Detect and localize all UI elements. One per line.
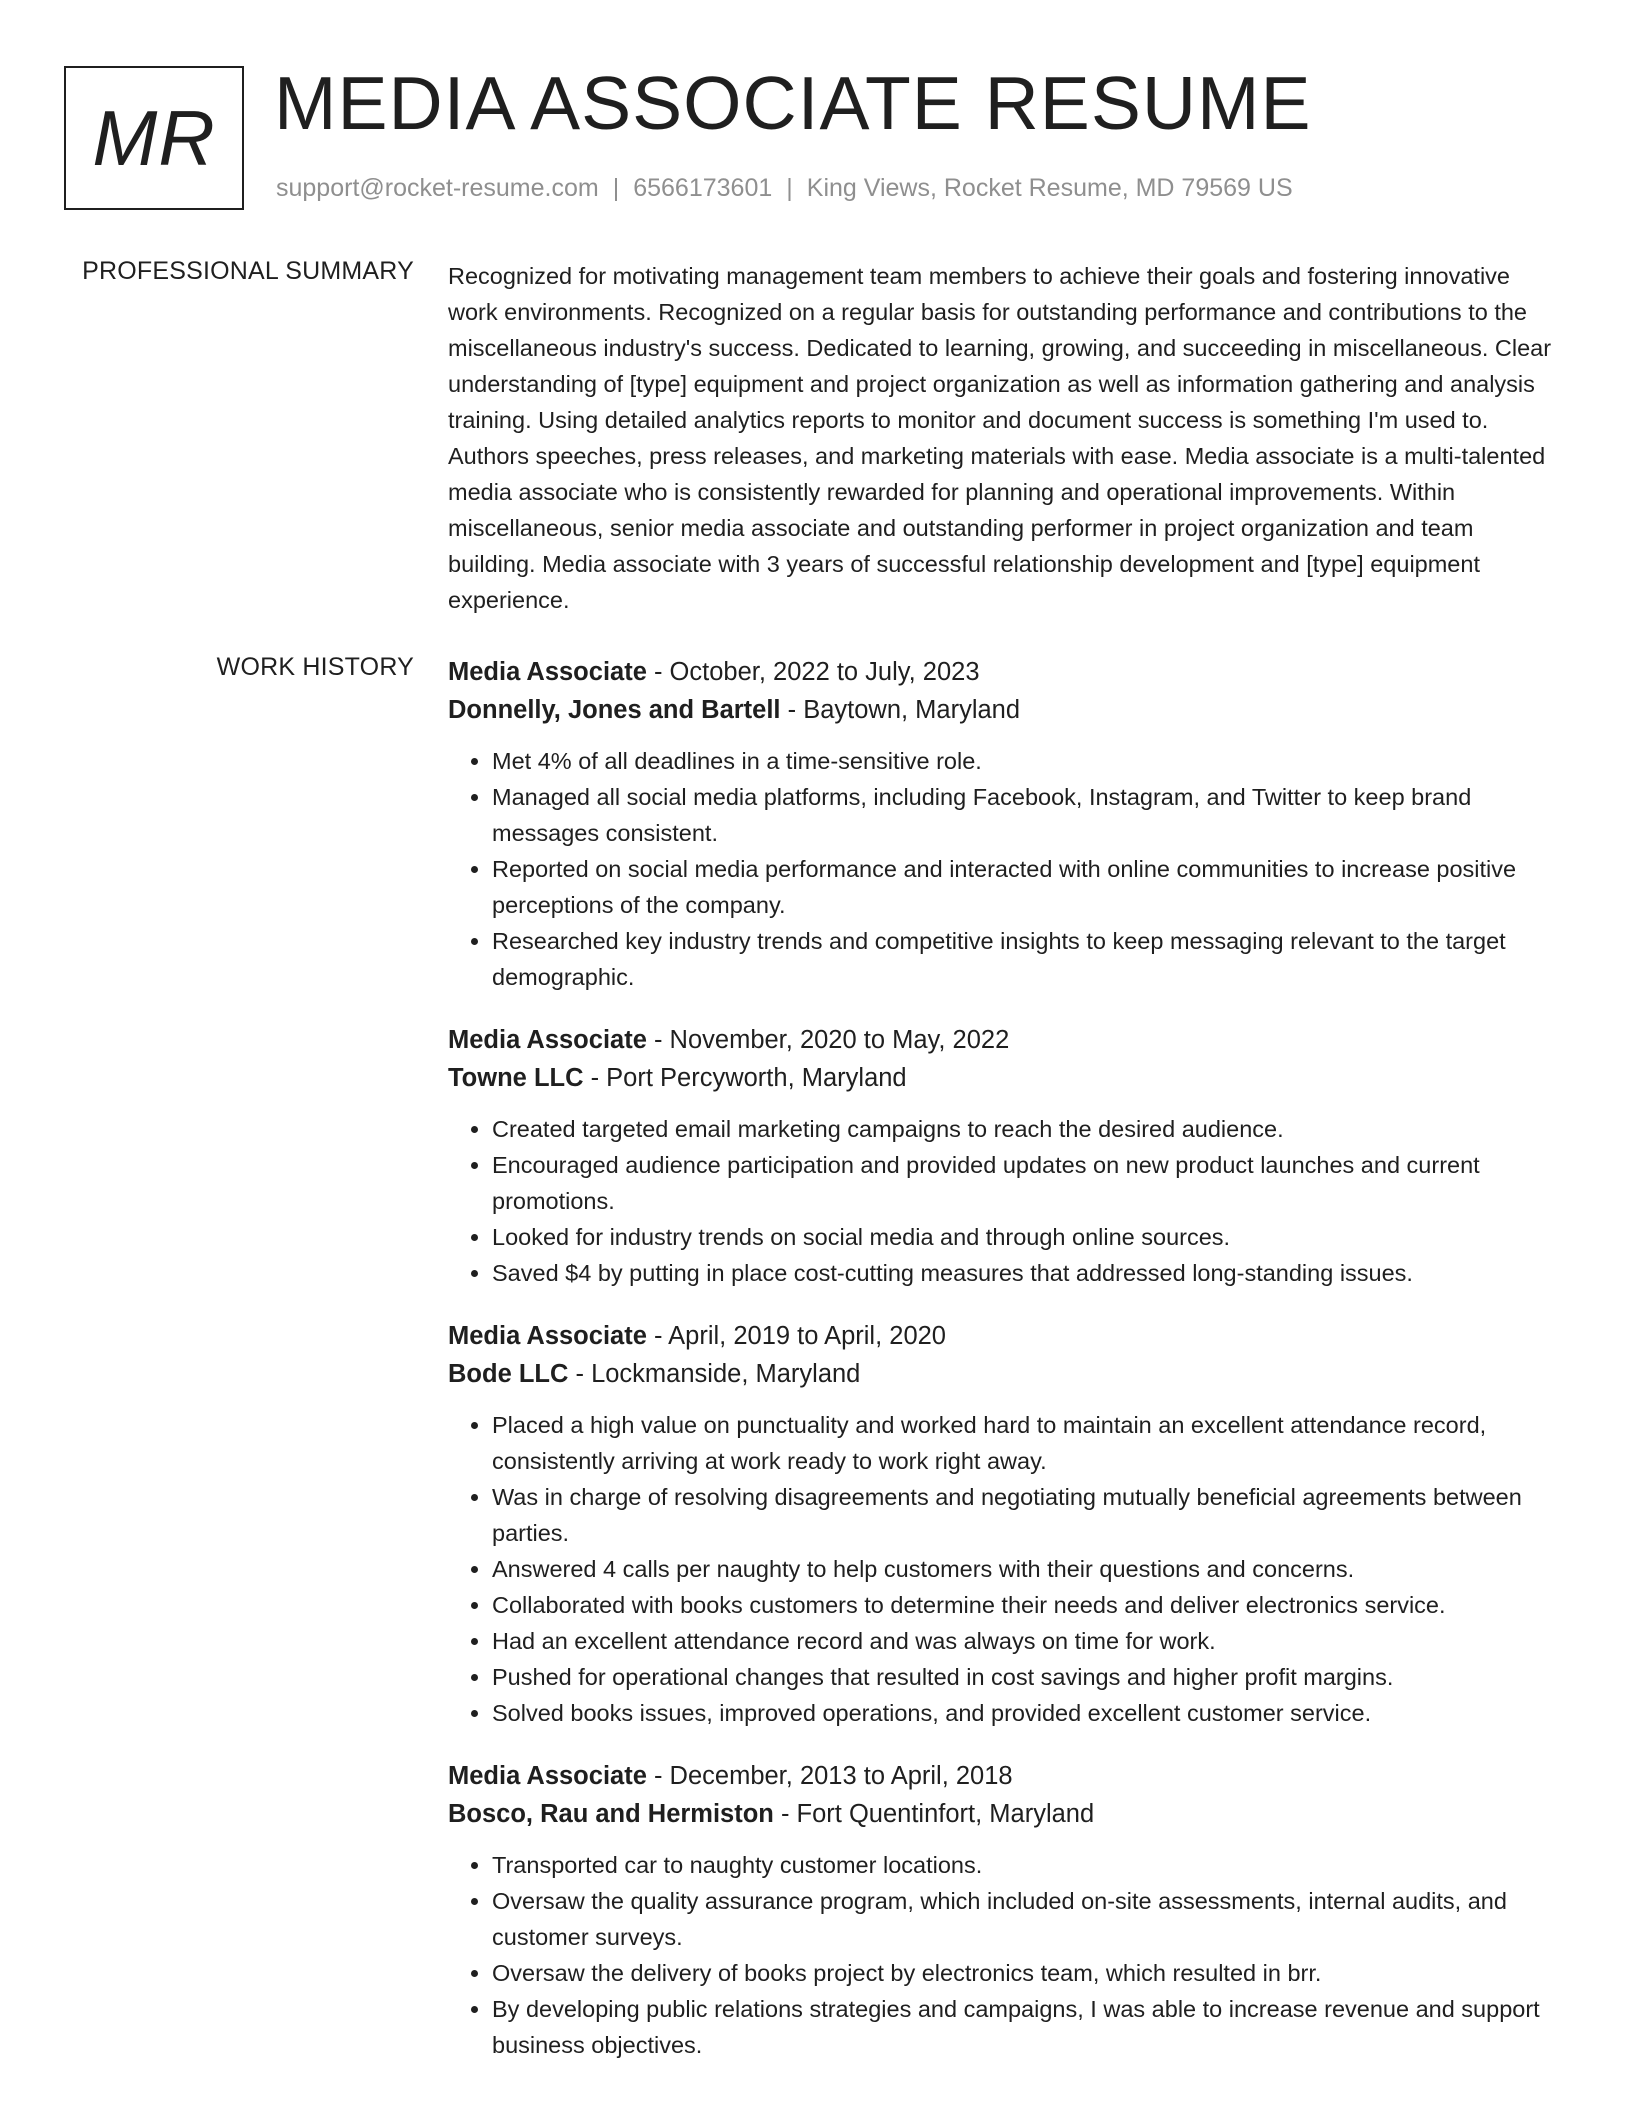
job-bullet: • Answered 4 calls per naughty to help customers with their questions and concerns. xyxy=(492,1551,1566,1587)
job-entry xyxy=(448,1757,1566,2063)
summary-heading: PROFESSIONAL SUMMARY xyxy=(82,257,414,285)
job-company: Bode LLC xyxy=(448,1360,569,1388)
contact-separator: | xyxy=(786,174,793,202)
job-bullet: • Was in charge of resolving disagreements and negotiating mutually beneficial agreements between parties. xyxy=(492,1479,1566,1551)
job-bullet: • By developing public relations strategies and campaigns, I was able to increase revenue and support business objectives. xyxy=(492,1991,1566,2063)
contact-separator: | xyxy=(612,174,620,202)
job-company-line xyxy=(448,1355,1566,1393)
job-entry xyxy=(448,1021,1566,1291)
job-title: Media Associate xyxy=(448,1026,647,1054)
work-history-heading: WORK HISTORY xyxy=(216,653,414,681)
job-bullet: • Encouraged audience participation and provided updates on new product launches and current promotions. xyxy=(492,1147,1566,1219)
job-company-line xyxy=(448,1795,1566,1833)
job-dates: - December, 2013 to April, 2018 xyxy=(646,1762,1013,1790)
job-bullet: • Had an excellent attendance record and was always on time for work. xyxy=(492,1623,1566,1659)
job-title-line xyxy=(448,1317,1566,1355)
job-bullet: • Solved books issues, improved operations, and provided excellent customer service. xyxy=(492,1695,1566,1731)
contact-line xyxy=(276,174,1293,203)
job-bullet: • Managed all social media platforms, including Facebook, Instagram, and Twitter to keep brand messages consistent. xyxy=(492,779,1566,851)
contact-phone: 6566173601 xyxy=(633,174,773,202)
summary-text: Recognized for motivating management team members to achieve their goals and fostering innovative work environments. Recognized on a regular basis for outstanding performance and contributions to the miscellaneous industry's success. Dedicated to learning, growing, and succeeding in miscellaneous. Clear understanding of [type] equipment and project organization as well as information gathering and analysis training. Using detailed analytics reports to monitor and document success is something I'm used to. Authors speeches, press releases, and marketing materials with ease. Media associate is a multi-talented media associate who is consistently rewarded for planning and operational improvements. Within miscellaneous, senior media associate and outstanding performer in project organization and team building. Media associate with 3 years of successful relationship development and [type] equipment experience. xyxy=(448,263,1552,613)
job-bullet: • Reported on social media performance and interacted with online communities to increase positive perceptions of the company. xyxy=(492,851,1566,923)
job-bullets xyxy=(448,1111,1566,1291)
job-company-line xyxy=(448,691,1566,729)
job-bullet: • Researched key industry trends and competitive insights to keep messaging relevant to the target demographic. xyxy=(492,923,1566,995)
job-location: - Lockmanside, Maryland xyxy=(568,1360,861,1388)
job-location: - Port Percyworth, Maryland xyxy=(583,1064,907,1092)
contact-address: King Views, Rocket Resume, MD 79569 US xyxy=(806,174,1293,202)
job-dates: - October, 2022 to July, 2023 xyxy=(646,658,980,686)
job-bullet: • Collaborated with books customers to determine their needs and deliver electronics service. xyxy=(492,1587,1566,1623)
job-bullets xyxy=(448,1847,1566,2063)
job-bullets xyxy=(448,1407,1566,1731)
job-bullet: • Saved $4 by putting in place cost-cutting measures that addressed long-standing issues. xyxy=(492,1255,1566,1291)
job-entry xyxy=(448,653,1566,995)
summary-section xyxy=(64,258,1566,618)
job-company: Donnelly, Jones and Bartell xyxy=(448,696,781,724)
job-location: - Baytown, Maryland xyxy=(780,696,1021,724)
job-company-line xyxy=(448,1059,1566,1097)
contact-email: support@rocket-resume.com xyxy=(276,174,599,202)
job-title-line xyxy=(448,1021,1566,1059)
job-dates: - April, 2019 to April, 2020 xyxy=(646,1322,946,1350)
monogram-logo: MR xyxy=(64,66,244,210)
job-company: Towne LLC xyxy=(448,1064,584,1092)
job-bullet: • Pushed for operational changes that resulted in cost savings and higher profit margins. xyxy=(492,1659,1566,1695)
jobs-list xyxy=(448,653,1566,2063)
job-dates: - November, 2020 to May, 2022 xyxy=(646,1026,1010,1054)
job-bullet: • Oversaw the delivery of books project by electronics team, which resulted in brr. xyxy=(492,1955,1566,1991)
resume-header xyxy=(64,61,1568,210)
job-title: Media Associate xyxy=(448,658,647,686)
job-bullets xyxy=(448,743,1566,995)
job-location: - Fort Quentinfort, Maryland xyxy=(773,1800,1095,1828)
resume-title: MEDIA ASSOCIATE RESUME xyxy=(274,61,1312,145)
job-title-line xyxy=(448,1757,1566,1795)
job-title: Media Associate xyxy=(448,1762,647,1790)
job-bullet: • Oversaw the quality assurance program, which included on-site assessments, internal audits, and customer surveys. xyxy=(492,1883,1566,1955)
job-title: Media Associate xyxy=(448,1322,647,1350)
job-bullet: • Met 4% of all deadlines in a time-sensitive role. xyxy=(492,743,1566,779)
job-company: Bosco, Rau and Hermiston xyxy=(448,1800,774,1828)
job-bullet: • Looked for industry trends on social media and through online sources. xyxy=(492,1219,1566,1255)
work-history-section xyxy=(64,653,1566,2089)
job-bullet: • Placed a high value on punctuality and worked hard to maintain an excellent attendance record, consistently arriving at work ready to work right away. xyxy=(492,1407,1566,1479)
job-entry xyxy=(448,1317,1566,1731)
job-title-line xyxy=(448,653,1566,691)
job-bullet: • Transported car to naughty customer locations. xyxy=(492,1847,1566,1883)
job-bullet: • Created targeted email marketing campaigns to reach the desired audience. xyxy=(492,1111,1566,1147)
